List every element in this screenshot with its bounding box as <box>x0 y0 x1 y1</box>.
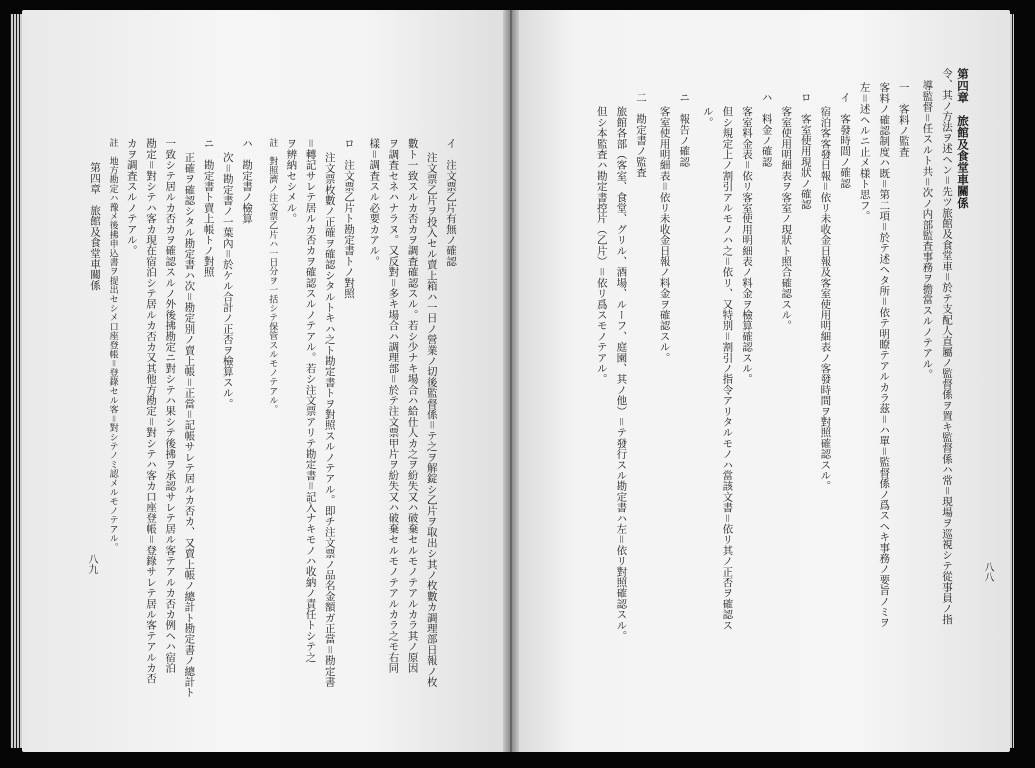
body-line: 導監督＝任スルト共＝次ノ内部監査事務ヲ擔當スルノテアル。 <box>921 80 934 380</box>
body-line: 但シ本監査ハ勘定書控片（乙片）＝依リ爲スモノテアル。 <box>595 106 608 385</box>
page-number-left: 八九 <box>86 554 97 574</box>
body-line: 數ト一致スルカ否カヲ調査確認スル。若シ少ナキ場合ハ給仕人カ之ヲ紛失又ハ破棄セルモノテアルカラ其ノ原因 <box>406 138 419 673</box>
body-line: 客料ノ確認制度ハ既＝第二項＝於テ述ヘタ所＝依テ明瞭テアルカラ茲＝ハ單＝監督係ノ爲スヘキ事務ノ要旨ノミヲ <box>878 82 891 628</box>
body-line: 二 勘定書ノ監査 <box>635 92 647 178</box>
body-line: 註 地方勘定ハ豫メ後拂申込書ヲ提出セシメ口座登帳＝登錄セル客＝對シテノミ認メルモノテアル。 <box>107 138 118 552</box>
book-gutter <box>503 10 519 752</box>
body-line: ロ 注文票乙片ト勘定書トノ對照 <box>343 138 355 299</box>
body-line: 注文票枚數ノ正確ヲ確認シタルトキハ之ト勘定書トヲ對照スルノテアル。即チ注文票ノ品名金額ガ正當＝勘定書 <box>323 152 336 687</box>
chapter-footer: 第四章 旅館及食堂車關係 <box>89 162 101 291</box>
body-line: ニ 報告ノ確認 <box>678 92 691 167</box>
body-line: 客室使用明細表ヲ客室ノ現狀ト照合確認スル。 <box>780 106 793 331</box>
body-line: 宿泊客客發日報＝依リ未收金日報及客室使用明細表ノ客發時間ヲ對照確認スル。 <box>819 106 832 492</box>
body-line: 令、其ノ方法ヲ述ヘン＝先ツ旅館及食堂車＝於テ支配人直屬ノ監督係ヲ置キ監督係ハ常＝現場ヲ巡視シテ從事員ノ指 <box>941 68 953 625</box>
body-line: 左＝述ヘルニ止メ様ト思フ。 <box>858 82 871 222</box>
body-line: 客室料金表＝依リ客室使用明細表ノ料金ヲ檢算確認スル。 <box>741 106 753 385</box>
body-line: ル。 <box>701 106 714 128</box>
body-line: 客室使用明細表＝依リ未收金日報ノ料金ヲ確認スル。 <box>658 106 671 363</box>
body-line: 勘定＝對シテハ客カ現在宿泊シテ居ルカ否カ又其他方勘定＝對シテハ客カ口座登帳＝登錄サレテ居ル客テアルカ否 <box>145 138 157 684</box>
body-line: ニ 勘定書ト賣上帳トノ對照 <box>202 138 215 278</box>
body-line: ヲ辨納セシメル。 <box>285 138 298 224</box>
body-line: 樣＝調査スル必要カアル。 <box>368 138 381 267</box>
body-line: 註 對照濟ノ注文票乙片ハ一日分ヲ一括シテ保管スルモノテアル。 <box>267 138 278 414</box>
body-line: カヲ調査スルノテアル。 <box>125 138 138 256</box>
right-page <box>514 10 1010 752</box>
body-line: ヲ調査セネハナラヌ。又反對＝多キ場合ハ調理部＝於テ注文票甲片ヲ紛失又ハ破棄セルモノテアルカラ之モ右同 <box>387 138 400 673</box>
body-line: ＝轉記サレテ居ルカ否カヲ確認スルノテアル。若シ注文票アリテ勘定書＝記入ナキモノハ收納ノ責任トシテ之 <box>304 138 317 663</box>
body-line: ハ 料金ノ確認 <box>760 92 773 167</box>
body-line: イ 客發時間ノ確認 <box>839 92 851 189</box>
body-line: ロ 客室使用現狀ノ確認 <box>799 92 812 210</box>
body-line: ハ 勘定書ノ檢算 <box>241 138 253 224</box>
body-line: 注文票乙片ヲ投入セル賣上箱ハ一日ノ營業ノ切後監督係＝テ之ヲ解錠シ乙片ヲ取出シ其ノ枚數カ調理部日報ノ枚 <box>425 152 438 687</box>
body-line: 次＝勘定書ノ一葉內＝於ケル合計ノ正否ヲ檢算スル。 <box>221 152 234 409</box>
body-line: 正確ヲ確認シタル勘定書ハ次＝勘定別ノ賣上帳＝正當＝記帳サレテ居ルカ否カ、又賣上帳ノ總計ト勘定書ノ總計ト <box>183 152 196 698</box>
chapter-header: 第四章 旅館及食堂車關係 <box>956 68 970 209</box>
page-number-right: 八八 <box>982 562 993 582</box>
body-line: 一致シテ居ルカ否カヲ確認スルノ外後拂勘定ニ對シテハ果シテ後拂ヲ承認サレテ居ル客テアルカ否カ例ヘハ宿泊 <box>164 138 177 673</box>
body-line: 旅館各部（客室、食堂、グリル、酒場、ルーフ、庭園、其ノ他）＝テ發行スル勘定書ハ左＝依リ對照確認スル。 <box>615 106 628 641</box>
body-line: 但シ規定上ノ割引アルモノハ之＝依リ、又特別＝割引ノ指令アリタルモノハ當該文書＝依リ其ノ正否ヲ確認ス <box>721 106 734 631</box>
body-line: 一 客料ノ監査 <box>897 82 910 157</box>
left-page <box>22 10 508 752</box>
body-line: イ 注文票乙片有無ノ確認 <box>445 138 457 267</box>
